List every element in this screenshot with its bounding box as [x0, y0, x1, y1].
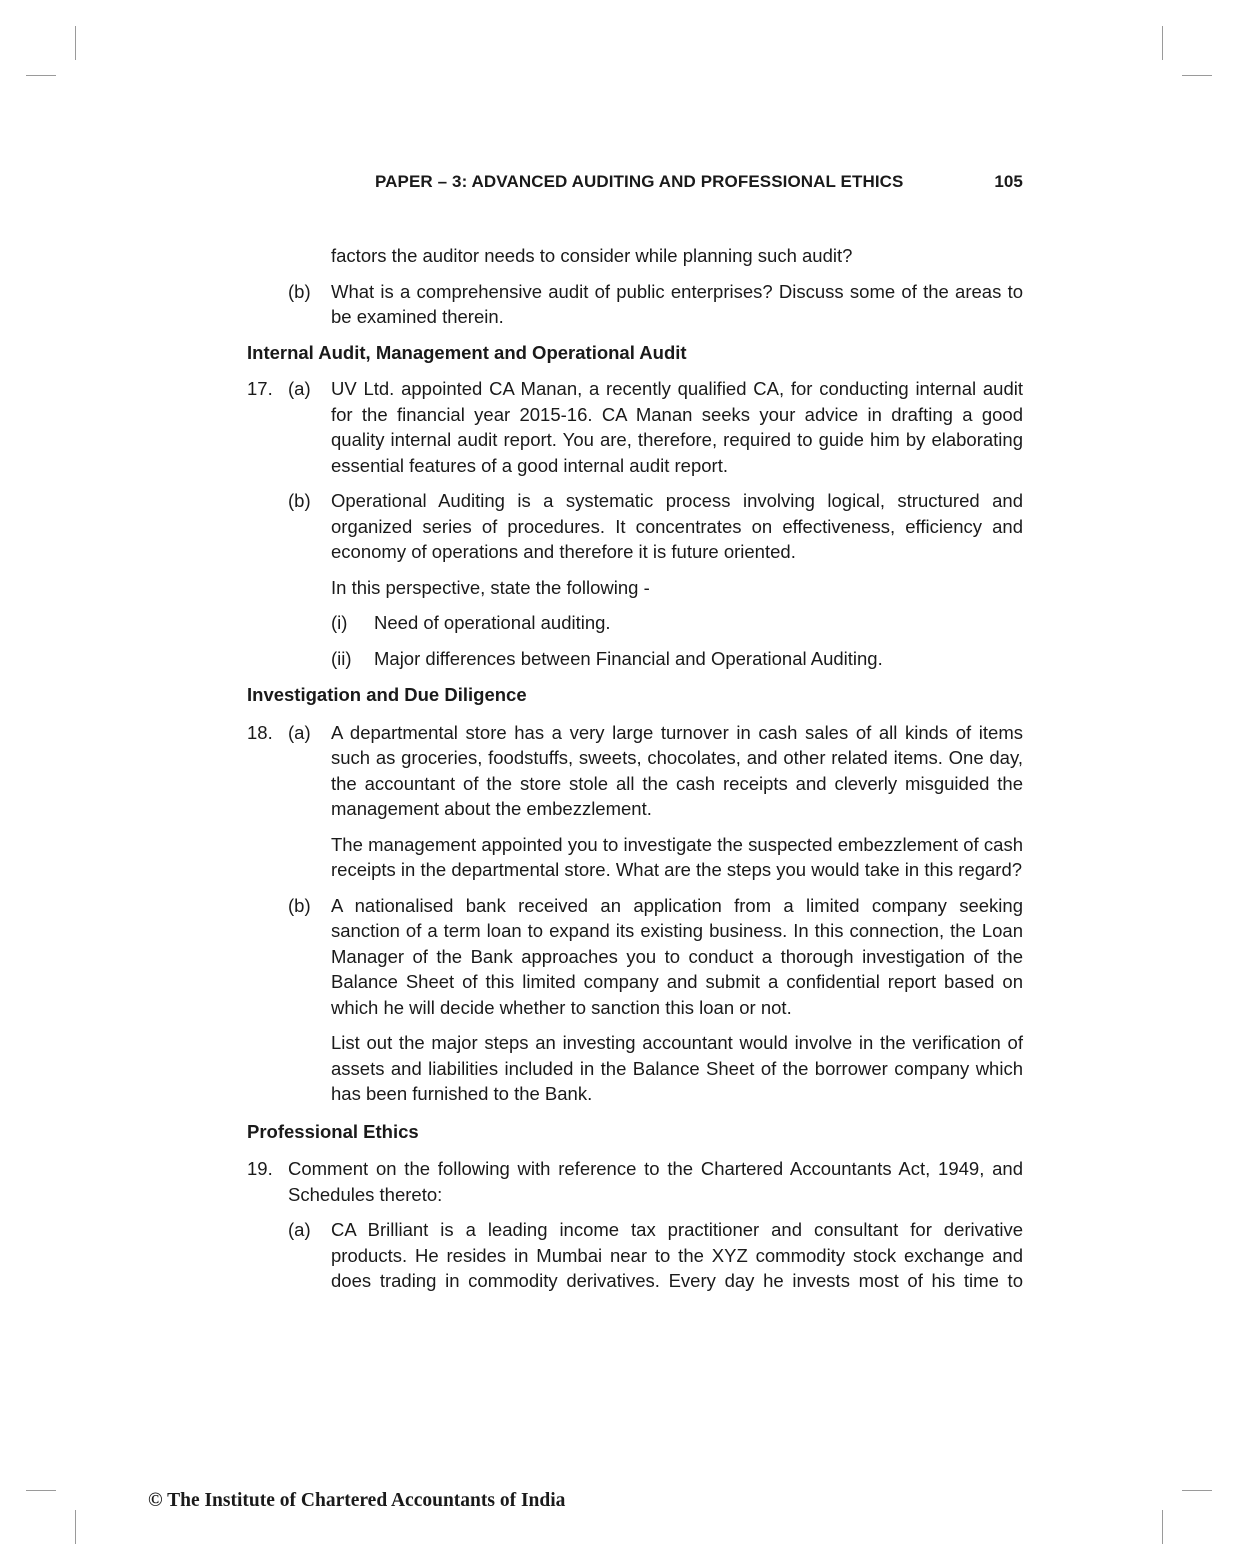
section-heading-professional-ethics: Professional Ethics — [247, 1120, 419, 1142]
sub-label: (a) — [288, 721, 311, 743]
question-17b — [247, 488, 1023, 565]
crop-mark-bottom-right-vertical — [1162, 1510, 1163, 1544]
question-18b-continued: List out the major steps an investing accountant would involve in the verification of assets and liabilities included in the Balance Sheet of the borrower company which has been furnished to the Bank. — [331, 1032, 1023, 1104]
question-17b-prompt: In this perspective, state the following - — [331, 576, 650, 598]
footer-copyright: © The Institute of Chartered Accountants of India — [148, 1490, 566, 1511]
question-number: 19. — [247, 1158, 273, 1179]
section-heading-internal-audit: Internal Audit, Management and Operational Audit — [247, 341, 687, 363]
crop-mark-bottom-left-horizontal — [26, 1490, 56, 1491]
sub-label: (a) — [288, 1219, 311, 1240]
running-header — [375, 172, 1023, 192]
crop-mark-bottom-right-horizontal — [1182, 1490, 1212, 1491]
question-text: A nationalised bank received an application from a limited company seeking sanction of a term loan to expand its existing business. In this connection, the Loan Manager of the Bank approaches you to conduct a thorough investigation of the Balance Sheet of this limited company and submit a confidential report based on which he will decide whether to sanction this loan or not. — [331, 894, 1023, 1018]
crop-mark-bottom-left-vertical — [75, 1510, 76, 1544]
header-title: PAPER – 3: ADVANCED AUDITING AND PROFESSIONAL ETHICS — [375, 172, 904, 191]
list-item-text: Major differences between Financial and Operational Auditing. — [374, 647, 883, 669]
question-text: CA Brilliant is a leading income tax practitioner and consultant for derivative products. He resides in Mumbai near to the XYZ commodity stock exchange and does trading in commodity derivatives. Every day he invests most of his time to — [331, 1219, 1023, 1291]
crop-mark-top-left-horizontal — [26, 75, 56, 76]
page-number: 105 — [994, 172, 1023, 191]
question-text: What is a comprehensive audit of public enterprises? Discuss some of the areas to be examined therein. — [331, 280, 1023, 327]
roman-label: (i) — [331, 612, 348, 633]
question-17a — [247, 376, 1023, 478]
question-19a — [247, 1217, 1023, 1294]
question-17b-i — [247, 610, 1023, 636]
question-text: A departmental store has a very large turnover in cash sales of all kinds of items such as groceries, foodstuffs, sweets, chocolates, and other related items. One day, the accountant of the store stole all the cash receipts and cleverly misguided the management about the embezzlement. — [331, 721, 1023, 819]
sub-label: (b) — [288, 280, 311, 302]
section-heading-investigation: Investigation and Due Diligence — [247, 684, 527, 705]
continuation-text: factors the auditor needs to consider while planning such audit? — [331, 245, 853, 266]
crop-mark-top-right-horizontal — [1182, 75, 1212, 76]
sub-label: (b) — [288, 490, 311, 511]
question-18b — [247, 893, 1023, 1021]
list-item-text: Need of operational auditing. — [374, 612, 611, 633]
question-number: 18. — [247, 721, 273, 743]
crop-mark-top-left-vertical — [75, 26, 76, 60]
question-number: 17. — [247, 378, 273, 399]
question-18a-continued: The management appointed you to investigate the suspected embezzlement of cash receipts in the departmental store. What are the steps you would take in this regard? — [331, 833, 1023, 880]
question-16b — [247, 279, 1023, 330]
question-18a — [247, 720, 1023, 822]
question-text: Comment on the following with reference to the Chartered Accountants Act, 1949, and Schedules thereto: — [288, 1158, 1023, 1205]
sub-label: (a) — [288, 378, 311, 399]
crop-mark-top-right-vertical — [1162, 26, 1163, 60]
roman-label: (ii) — [331, 647, 352, 669]
question-19-intro — [247, 1156, 1023, 1207]
page-content — [247, 243, 1023, 1294]
sub-label: (b) — [288, 894, 311, 916]
question-text: Operational Auditing is a systematic process involving logical, structured and organized series of procedures. It concentrates on effectiveness, efficiency and economy of operations and therefore it is future oriented. — [331, 490, 1023, 562]
question-17b-ii — [247, 646, 1023, 672]
question-text: UV Ltd. appointed CA Manan, a recently qualified CA, for conducting internal audit for the financial year 2015-16. CA Manan seeks your advice in drafting a good quality internal audit report. You are, therefore, required to guide him by elaborating essential features of a good internal audit report. — [331, 378, 1023, 476]
